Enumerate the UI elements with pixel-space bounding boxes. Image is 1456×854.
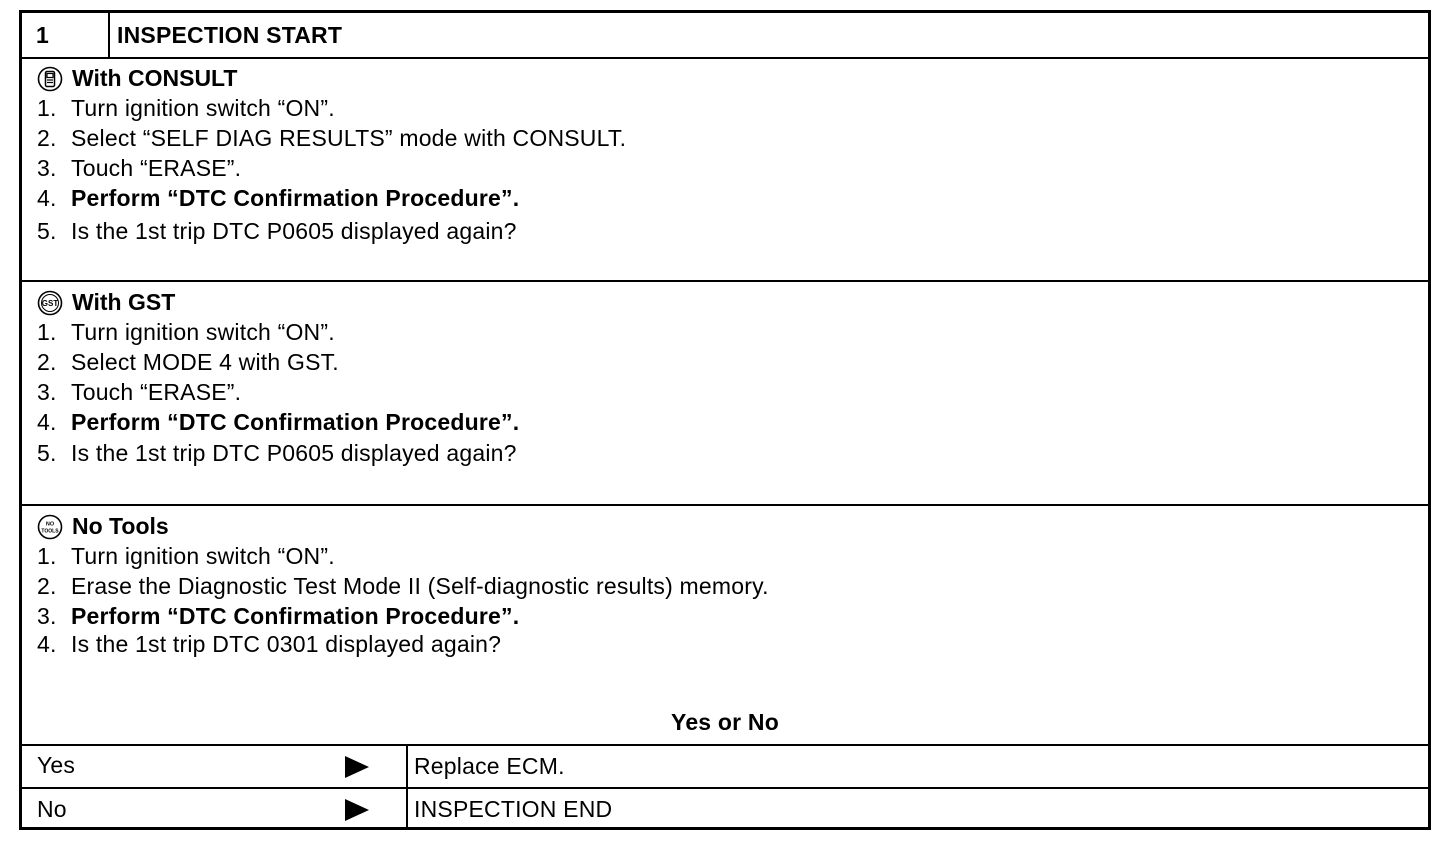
outcome-answer: No: [37, 796, 67, 822]
section-heading: GST With GST: [37, 289, 175, 316]
header-separator: [22, 57, 1428, 59]
list-item: 1. Turn ignition switch “ON”.: [37, 543, 335, 569]
question-label: Yes or No: [671, 709, 779, 735]
list-item: 3. Touch “ERASE”.: [37, 155, 242, 181]
step-number: 1: [36, 22, 49, 48]
outcome-action: INSPECTION END: [414, 796, 613, 822]
section-separator: [22, 504, 1428, 506]
list-item: 1. Turn ignition switch “ON”.: [37, 319, 335, 345]
list-item: 3. Perform “DTC Confirmation Procedure”.: [37, 603, 520, 629]
section-heading: With CONSULT: [37, 65, 237, 92]
consult-icon: [37, 66, 63, 92]
section-heading: NO TOOLS No Tools: [37, 513, 169, 540]
svg-text:NO: NO: [45, 521, 55, 527]
list-item: 5. Is the 1st trip DTC P0605 displayed again?: [37, 440, 517, 466]
list-item: 2. Erase the Diagnostic Test Mode II (Self-diagnostic results) memory.: [37, 573, 769, 599]
list-item: 4. Perform “DTC Confirmation Procedure”.: [37, 185, 520, 211]
no-tools-icon: [37, 514, 63, 540]
list-item: 1. Turn ignition switch “ON”.: [37, 95, 335, 121]
outcome-answer: Yes: [37, 752, 76, 778]
arrow-right-icon: [345, 756, 369, 778]
step-title: INSPECTION START: [117, 22, 343, 48]
list-item: 2. Select “SELF DIAG RESULTS” mode with CONSULT.: [37, 125, 627, 151]
list-item: 3. Touch “ERASE”.: [37, 379, 242, 405]
section-separator: [22, 280, 1428, 282]
svg-text:TOOLS: TOOLS: [41, 528, 59, 534]
inspection-table: [19, 10, 1431, 830]
outcome-separator: [22, 744, 1428, 746]
outcome-action: Replace ECM.: [414, 753, 565, 779]
arrow-right-icon: [345, 799, 369, 821]
list-item: 5. Is the 1st trip DTC P0605 displayed again?: [37, 218, 517, 244]
gst-icon: [37, 290, 63, 316]
list-item: 2. Select MODE 4 with GST.: [37, 349, 339, 375]
list-item: 4. Perform “DTC Confirmation Procedure”.: [37, 409, 520, 435]
list-item: 4. Is the 1st trip DTC 0301 displayed again?: [37, 631, 502, 657]
header-divider: [108, 13, 110, 57]
row-separator: [22, 787, 1428, 789]
svg-text:GST: GST: [41, 298, 59, 308]
